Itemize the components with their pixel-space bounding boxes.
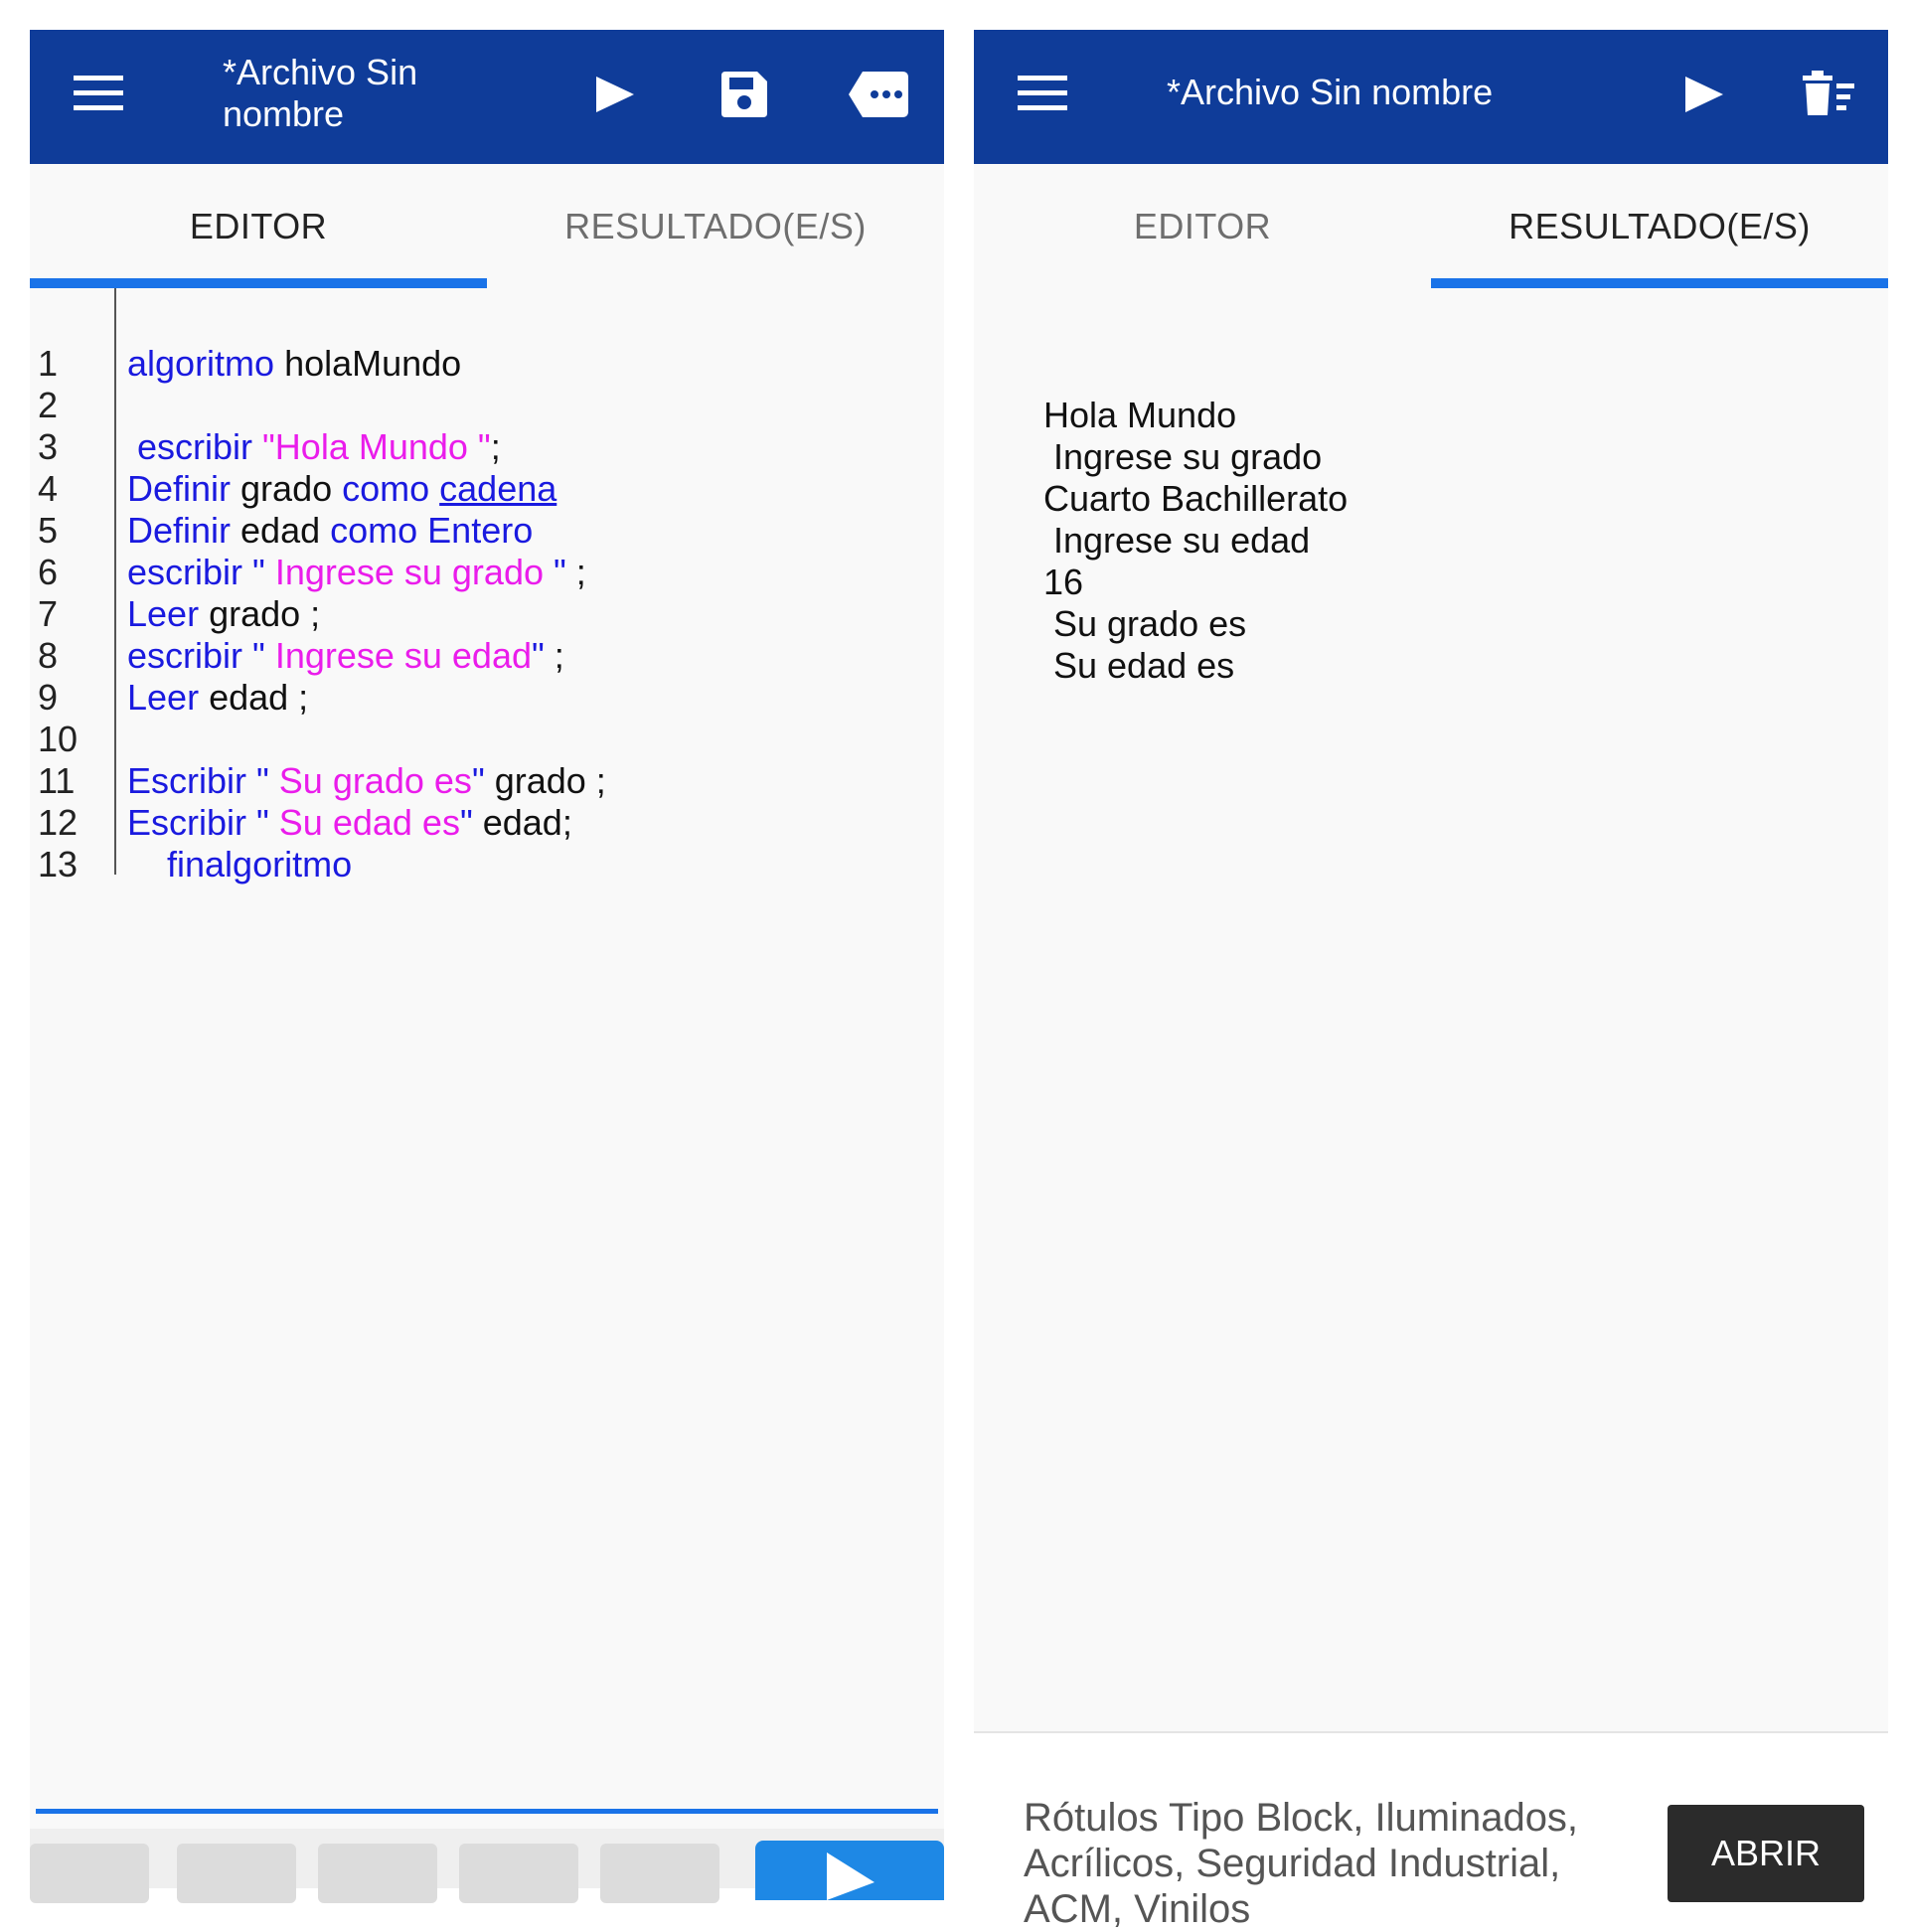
code-token: escribir bbox=[127, 426, 263, 467]
code-token: Escribir " bbox=[127, 802, 279, 843]
code-token: cadena bbox=[439, 468, 557, 509]
code-line bbox=[30, 510, 944, 552]
code-token: Su edad es bbox=[278, 802, 460, 843]
code-token: Definir bbox=[127, 510, 232, 551]
code-line bbox=[30, 844, 944, 886]
code-line bbox=[30, 385, 944, 426]
code-token: ; bbox=[490, 426, 501, 467]
code-text bbox=[127, 510, 533, 552]
output-line: Hola Mundo bbox=[1043, 395, 1237, 435]
code-text bbox=[127, 844, 352, 886]
run-shortcut-button[interactable] bbox=[755, 1841, 944, 1900]
code-token: edad bbox=[231, 510, 331, 551]
code-text bbox=[127, 760, 606, 802]
code-token: " bbox=[554, 552, 566, 592]
code-editor[interactable] bbox=[30, 30, 944, 1888]
code-token: grado ; bbox=[484, 760, 606, 801]
code-text bbox=[127, 635, 564, 677]
code-token: Su grado es bbox=[278, 760, 472, 801]
code-token: "Hola Mundo " bbox=[262, 426, 491, 467]
output-line: Ingrese su grado bbox=[1043, 436, 1323, 477]
code-line bbox=[30, 635, 944, 677]
code-token: algoritmo bbox=[127, 343, 275, 384]
tab-resultado[interactable]: RESULTADO(E/S) bbox=[564, 205, 867, 246]
code-text bbox=[127, 802, 572, 844]
code-line bbox=[30, 677, 944, 719]
code-token: grado ; bbox=[199, 593, 321, 634]
output-line: Su edad es bbox=[1043, 645, 1235, 686]
output-line: Su grado es bbox=[1043, 603, 1247, 644]
code-token: edad ; bbox=[199, 677, 309, 718]
code-token: como Entero bbox=[330, 510, 534, 551]
keyboard-shortcut-bar bbox=[30, 1829, 944, 1888]
line-number: 13 bbox=[38, 844, 79, 885]
code-token: " bbox=[532, 635, 545, 676]
ad-text: Rótulos Tipo Block, Iluminados, Acrílicos, Seguridad Industrial, ACM, Vinilos bbox=[1024, 1796, 1579, 1931]
line-number: 2 bbox=[38, 385, 59, 425]
code-line bbox=[30, 802, 944, 844]
ad-open-button[interactable]: ABRIR bbox=[1668, 1805, 1864, 1902]
output-line: Cuarto Bachillerato bbox=[1043, 478, 1349, 519]
code-token: como bbox=[342, 468, 440, 509]
line-number: 11 bbox=[38, 760, 76, 801]
code-text bbox=[127, 552, 586, 593]
code-line bbox=[30, 343, 944, 385]
code-token: " bbox=[471, 760, 485, 801]
code-token: Definir bbox=[127, 468, 232, 509]
code-text bbox=[127, 677, 308, 719]
code-text bbox=[127, 468, 556, 510]
line-number: 6 bbox=[38, 552, 59, 592]
file-title-line1: *Archivo Sin bbox=[223, 52, 418, 92]
code-token: ; bbox=[544, 635, 564, 676]
shortcut-key[interactable] bbox=[600, 1844, 719, 1903]
code-token: holaMundo bbox=[274, 343, 462, 384]
code-token: grado bbox=[231, 468, 343, 509]
code-token: Ingrese su grado bbox=[274, 552, 554, 592]
code-line bbox=[30, 719, 944, 760]
output-console bbox=[974, 30, 1888, 1888]
code-token: escribir " bbox=[127, 552, 275, 592]
line-number: 9 bbox=[38, 677, 59, 718]
code-line bbox=[30, 593, 944, 635]
line-number: 1 bbox=[38, 343, 59, 384]
code-text bbox=[127, 593, 320, 635]
shortcut-key[interactable] bbox=[30, 1844, 149, 1903]
code-token: edad; bbox=[472, 802, 572, 843]
file-title: *Archivo Sin nombre bbox=[1167, 72, 1494, 112]
code-token: Ingrese su edad bbox=[274, 635, 532, 676]
line-number: 8 bbox=[38, 635, 59, 676]
ad-banner[interactable] bbox=[974, 1731, 1888, 1931]
shortcut-key[interactable] bbox=[459, 1844, 578, 1903]
code-text bbox=[127, 426, 501, 468]
editor-bottom-divider bbox=[36, 1809, 938, 1814]
output-line: Ingrese su edad bbox=[1043, 520, 1311, 561]
code-line bbox=[30, 468, 944, 510]
output-line: 16 bbox=[1043, 562, 1084, 602]
tab-resultado[interactable]: RESULTADO(E/S) bbox=[1509, 205, 1811, 246]
editor-panel bbox=[30, 30, 944, 1888]
line-number: 10 bbox=[38, 719, 79, 759]
code-text bbox=[127, 343, 461, 385]
result-panel bbox=[974, 30, 1888, 1931]
tab-editor[interactable]: EDITOR bbox=[1133, 205, 1272, 246]
line-number: 4 bbox=[38, 468, 59, 509]
line-number: 3 bbox=[38, 426, 59, 467]
code-token: Leer bbox=[127, 593, 200, 634]
shortcut-key[interactable] bbox=[177, 1844, 296, 1903]
line-number: 12 bbox=[38, 802, 79, 843]
code-token: Escribir " bbox=[127, 760, 279, 801]
line-number: 7 bbox=[38, 593, 59, 634]
line-number: 5 bbox=[38, 510, 59, 551]
code-token: escribir " bbox=[127, 635, 275, 676]
play-icon bbox=[755, 1841, 944, 1900]
code-token: Leer bbox=[127, 677, 200, 718]
code-token: finalgoritmo bbox=[127, 844, 353, 885]
code-line bbox=[30, 426, 944, 468]
code-line bbox=[30, 760, 944, 802]
code-token: ; bbox=[565, 552, 586, 592]
shortcut-key[interactable] bbox=[318, 1844, 437, 1903]
code-token: " bbox=[459, 802, 473, 843]
code-line bbox=[30, 552, 944, 593]
file-title-line2: nombre bbox=[223, 93, 345, 134]
tab-editor[interactable]: EDITOR bbox=[189, 205, 328, 246]
